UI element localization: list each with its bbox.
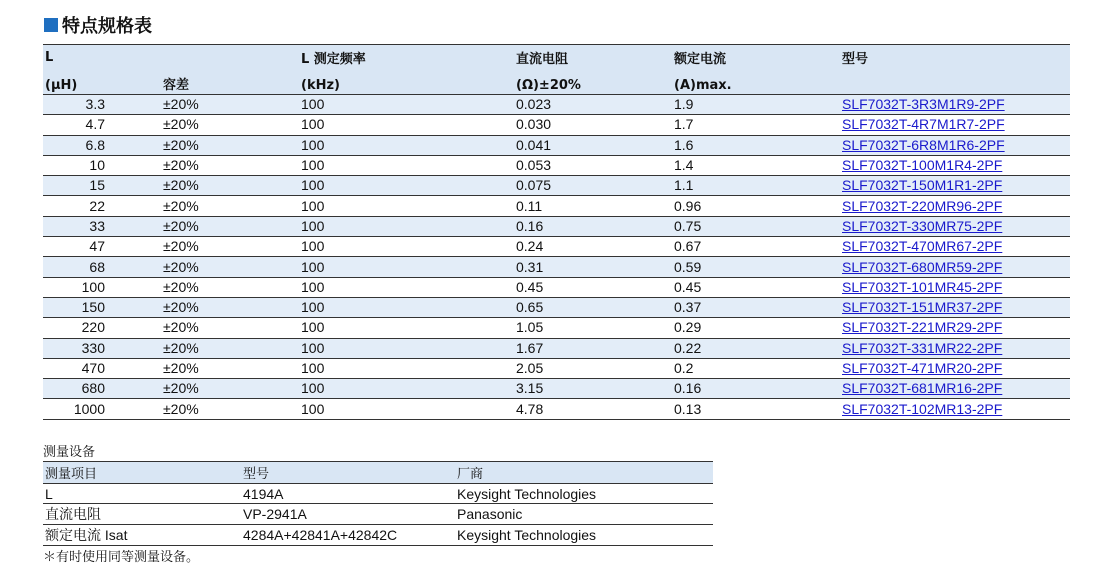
cell-dc-resistance: 4.78 [514,399,672,419]
cell-tolerance: ±20% [161,318,299,338]
cell-rated-current: 0.2 [672,358,840,378]
cell-tolerance: ±20% [161,399,299,419]
header-part: 型号 [840,45,1070,71]
cell-part-number [840,257,1070,277]
table-row [43,338,1070,358]
cell-frequency: 100 [299,358,514,378]
cell-frequency: 100 [299,176,514,196]
cell-frequency: 100 [299,216,514,236]
header-l-unit: (μH) [43,71,161,95]
cell-item: 直流电阻 [43,504,241,525]
cell-tolerance: ±20% [161,358,299,378]
part-number-link[interactable]: SLF7032T-220MR96-2PF [842,197,1003,214]
cell-model: 4194A [241,484,455,504]
cell-frequency: 100 [299,318,514,338]
cell-frequency: 100 [299,95,514,115]
cell-dc-resistance: 1.05 [514,318,672,338]
cell-maker: Keysight Technologies [455,525,713,546]
cell-frequency: 100 [299,379,514,399]
part-number-link[interactable]: SLF7032T-102MR13-2PF [842,400,1003,417]
header-current: 额定电流 [672,45,840,71]
table-row [43,525,713,546]
cell-rated-current: 1.1 [672,176,840,196]
part-number-link[interactable]: SLF7032T-680MR59-2PF [842,258,1003,275]
cell-item: 额定电流 Isat [43,525,241,546]
cell-dc-resistance: 0.65 [514,297,672,317]
part-number-link[interactable]: SLF7032T-471MR20-2PF [842,360,1003,376]
header-dcr-unit: (Ω)±20% [514,71,672,95]
spec-table [43,44,1070,420]
cell-tolerance: ±20% [161,135,299,155]
cell-part-number [840,95,1070,115]
table-row [43,297,1070,317]
table-row [43,277,1070,297]
cell-rated-current: 1.7 [672,115,840,135]
cell-rated-current: 0.13 [672,399,840,419]
cell-rated-current: 1.6 [672,135,840,155]
cell-inductance: 1000 [43,399,161,419]
cell-tolerance: ±20% [161,379,299,399]
cell-frequency: 100 [299,338,514,358]
part-number-link[interactable]: SLF7032T-151MR37-2PF [842,299,1003,316]
cell-inductance: 47 [43,237,161,257]
cell-dc-resistance: 0.075 [514,176,672,196]
cell-inductance: 22 [43,196,161,216]
cell-model: 4284A+42841A+42842C [241,525,455,546]
header-l: L [43,45,161,71]
cell-inductance: 330 [43,338,161,358]
cell-part-number [840,297,1070,317]
cell-dc-resistance: 0.16 [514,216,672,236]
cell-rated-current: 0.29 [672,318,840,338]
header-freq-unit: (kHz) [299,71,514,95]
cell-tolerance: ±20% [161,216,299,236]
cell-dc-resistance: 0.053 [514,155,672,175]
cell-dc-resistance: 0.023 [514,95,672,115]
cell-part-number [840,155,1070,175]
cell-rated-current: 0.37 [672,297,840,317]
cell-frequency: 100 [299,277,514,297]
header-part-blank [840,71,1070,95]
section-title [44,13,152,37]
part-number-link[interactable]: SLF7032T-331MR22-2PF [842,339,1003,356]
table-row [43,176,1070,196]
header-current-unit: (A)max. [672,71,840,95]
header-model: 型号 [241,462,455,484]
cell-tolerance: ±20% [161,155,299,175]
cell-tolerance: ±20% [161,277,299,297]
part-number-link[interactable]: SLF7032T-6R8M1R6-2PF [842,136,1005,153]
part-number-link[interactable]: SLF7032T-470MR67-2PF [842,238,1003,255]
part-number-link[interactable]: SLF7032T-3R3M1R9-2PF [842,96,1005,113]
cell-frequency: 100 [299,135,514,155]
cell-dc-resistance: 3.15 [514,379,672,399]
cell-rated-current: 0.59 [672,257,840,277]
table-row [43,216,1070,236]
cell-inductance: 3.3 [43,95,161,115]
header-tolerance: 容差 [161,71,299,95]
cell-tolerance: ±20% [161,196,299,216]
cell-part-number [840,338,1070,358]
footnote: ＊有时使用同等测量设备。 [43,550,200,565]
cell-rated-current: 0.22 [672,338,840,358]
cell-inductance: 220 [43,318,161,338]
part-number-link[interactable]: SLF7032T-101MR45-2PF [842,278,1003,295]
header-item: 测量项目 [43,462,241,484]
cell-dc-resistance: 2.05 [514,358,672,378]
cell-part-number [840,379,1070,399]
table-row [43,399,1070,419]
cell-frequency: 100 [299,257,514,277]
cell-inductance: 100 [43,277,161,297]
cell-inductance: 15 [43,176,161,196]
cell-maker: Panasonic [455,504,713,525]
table-row [43,504,713,525]
table-row [43,318,1070,338]
cell-inductance: 470 [43,358,161,378]
table-row [43,484,713,504]
cell-part-number [840,237,1070,257]
table-row [43,237,1070,257]
page-title: 特点规格表 [62,16,152,37]
cell-dc-resistance: 0.041 [514,135,672,155]
table-row [43,135,1070,155]
cell-frequency: 100 [299,237,514,257]
cell-dc-resistance: 0.24 [514,237,672,257]
cell-dc-resistance: 0.030 [514,115,672,135]
cell-tolerance: ±20% [161,297,299,317]
cell-part-number [840,358,1070,378]
table-row [43,196,1070,216]
cell-inductance: 4.7 [43,115,161,135]
cell-tolerance: ±20% [161,115,299,135]
cell-frequency: 100 [299,399,514,419]
cell-frequency: 100 [299,297,514,317]
cell-dc-resistance: 0.31 [514,257,672,277]
title-square-icon [44,18,58,32]
cell-tolerance: ±20% [161,237,299,257]
cell-inductance: 6.8 [43,135,161,155]
equipment-header-row [43,462,713,484]
part-number-link[interactable]: SLF7032T-150M1R1-2PF [842,177,1003,194]
cell-tolerance: ±20% [161,257,299,277]
cell-rated-current: 0.45 [672,277,840,297]
cell-inductance: 33 [43,216,161,236]
spec-header-row-2 [43,71,1070,95]
cell-dc-resistance: 0.11 [514,196,672,216]
cell-frequency: 100 [299,155,514,175]
cell-dc-resistance: 0.45 [514,277,672,297]
cell-inductance: 150 [43,297,161,317]
header-blank [161,45,299,71]
part-number-link[interactable]: SLF7032T-100M1R4-2PF [842,157,1003,174]
spec-header-row-1 [43,45,1070,71]
part-number-link[interactable]: SLF7032T-4R7M1R7-2PF [842,116,1005,133]
table-row [43,115,1070,135]
cell-tolerance: ±20% [161,95,299,115]
part-number-link[interactable]: SLF7032T-221MR29-2PF [842,319,1003,336]
cell-maker: Keysight Technologies [455,484,713,504]
part-number-link[interactable]: SLF7032T-330MR75-2PF [842,217,1003,234]
header-freq: L 测定频率 [299,45,514,71]
equipment-table [43,461,713,546]
cell-rated-current: 0.16 [672,379,840,399]
cell-rated-current: 0.67 [672,237,840,257]
cell-frequency: 100 [299,115,514,135]
cell-part-number [840,176,1070,196]
cell-model: VP-2941A [241,504,455,525]
cell-inductance: 10 [43,155,161,175]
cell-part-number [840,318,1070,338]
cell-frequency: 100 [299,196,514,216]
header-dcr: 直流电阻 [514,45,672,71]
cell-part-number [840,399,1070,419]
table-row [43,155,1070,175]
cell-item: L [43,484,241,504]
cell-tolerance: ±20% [161,338,299,358]
cell-part-number [840,216,1070,236]
part-number-link[interactable]: SLF7032T-681MR16-2PF [842,380,1003,397]
table-row [43,358,1070,378]
cell-inductance: 68 [43,257,161,277]
table-row [43,95,1070,115]
cell-rated-current: 0.75 [672,216,840,236]
cell-inductance: 680 [43,379,161,399]
cell-tolerance: ±20% [161,176,299,196]
cell-dc-resistance: 1.67 [514,338,672,358]
cell-part-number [840,277,1070,297]
table-row [43,257,1070,277]
table-row [43,379,1070,399]
cell-rated-current: 0.96 [672,196,840,216]
cell-part-number [840,115,1070,135]
header-maker: 厂商 [455,462,713,484]
equipment-caption: 测量设备 [43,445,96,460]
cell-part-number [840,196,1070,216]
cell-rated-current: 1.9 [672,95,840,115]
cell-part-number [840,135,1070,155]
cell-rated-current: 1.4 [672,155,840,175]
